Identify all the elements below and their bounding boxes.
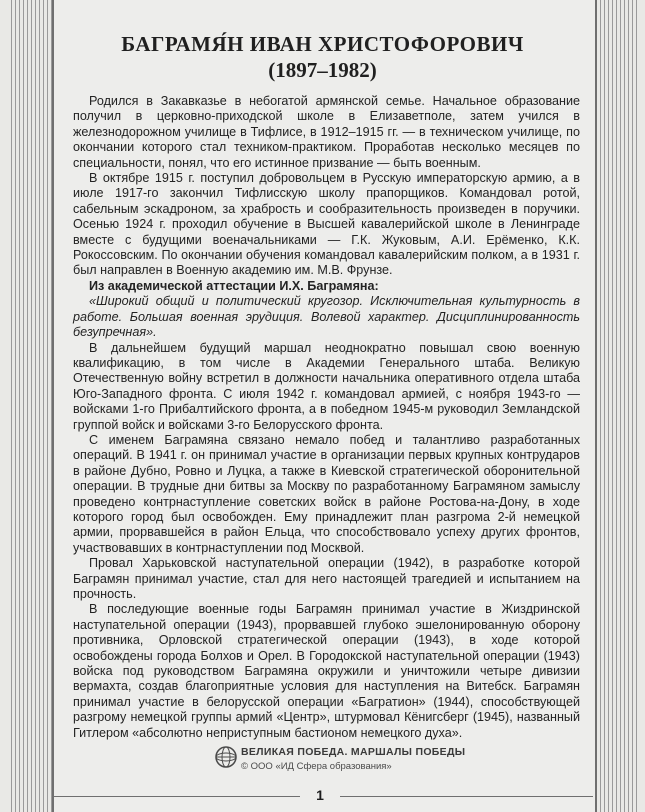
paragraph-early-life: Родился в Закавказье в небогатой армянской семье. Начальное образование получил в церковно-приходской школе в Елизаветполе, затем учился в железнодорожном училище в Тифлисе, в 1912–1915 гг. — в техническом училище, по окончании которого стал техником-практиком. Проработав несколько месяцев по специальности, понял, что его истинное призвание — быть военным. (73, 94, 580, 170)
paragraph-army-service: В октябре 1915 г. поступил добровольцем в Русскую императорскую армию, а в июле 1917-го закончил Тифлисскую школу прапорщиков. Командовал ротой, сабельным эскадроном, за храбрость и сообразительность произведен в поручики. Осенью 1924 г. проходил обучение в Высшей кавалерийской школе в Ленинграде вместе с будущими военачальниками — Г.К. Жуковым, А.И. Ерёменко, К.К. Рокоссовским. По окончании обучения командовал кавалерийским полком, а в 1931 г. был направлен в Военную академию им. М.В. Фрунзе. (73, 171, 580, 278)
paragraph-operations: С именем Баграмяна связано немало побед и талантливо разработанных операций. В 1941 г. он принимал участие в организации первых крупных контрударов в районе Дубно, Ровно и Луцка, а также в Киевской стратегической оборонительной операции. В трудные дни битвы за Москву по разработанному Баграмяном замыслу проведено контрнаступление советских войск в районе Ростова-на-Дону, в ходе которого город был освобожден. Ему принадлежит план разгрома 2-й немецкой армии, прорвавшейся в район Ельца, что способствовало успеху других фронтов, участвовавших в контрнаступлении под Москвой. (73, 432, 580, 555)
life-years: (1897–1982) (268, 58, 377, 82)
page-title: БАГРАМЯ́Н ИВАН ХРИСТОФОРОВИЧ (121, 32, 524, 56)
footer (215, 744, 475, 776)
publisher-line: © ООО «ИД Сфера образования» (241, 761, 392, 772)
paragraph-later-years: В последующие военные годы Баграмян принимал участие в Жиздринской наступательной операции (1943), прорвавшей глубоко эшелонированную оборону противника, Орловской стратегической операции (1943), в ходе которой освобождены города Болхов и Орел. В Городокской наступательной операции (1943) войска под руководством Баграмяна окружили и уничтожили четыре дивизии вермахта, создав благоприятные условия для наступления на Витебск. Баграмян принимал участие в белорусской операции «Багратион» (1944), способствующей разгрому немецкой группы армий «Центр», штурмовал Кёнигсберг (1945), названный Гитлером «абсолютно неприступным бастионом немецкого духа». (73, 602, 580, 740)
paragraph-kharkov: Провал Харьковской наступательной операции (1942), в разработке которой Баграмян принимал участие, стал для него настоящей трагедией и испытанием на прочность. (73, 556, 580, 601)
paragraph-war-career: В дальнейшем будущий маршал неоднократно повышал свою военную квалификацию, в том числе в Академии Генерального штаба. Великую Отечественную войну встретил в должности начальника оперативного отдела штаба Юго-Западного фронта. С июля 1942 г. командовал армией, с ноября 1943-го — войсками 1-го Прибалтийского фронта, а в победном 1945-м руководил Земландской группой войск и войсками 3-го Белорусского фронта. (73, 340, 580, 432)
series-title: ВЕЛИКАЯ ПОБЕДА. МАРШАЛЫ ПОБЕДЫ (241, 746, 466, 758)
attestation-heading: Из академической аттестации И.Х. Баграмяна: (89, 278, 379, 293)
left-border-decoration (8, 0, 52, 812)
sfera-logo-icon (215, 746, 237, 768)
page-number: 1 (300, 782, 340, 808)
biography-text (73, 94, 580, 741)
attestation-quote: «Широкий общий и политический кругозор. Исключительная культурность в работе. Большая военная эрудиция. Волевой характер. Дисциплинированность безупречная». (73, 294, 580, 340)
right-border-decoration (593, 0, 637, 812)
